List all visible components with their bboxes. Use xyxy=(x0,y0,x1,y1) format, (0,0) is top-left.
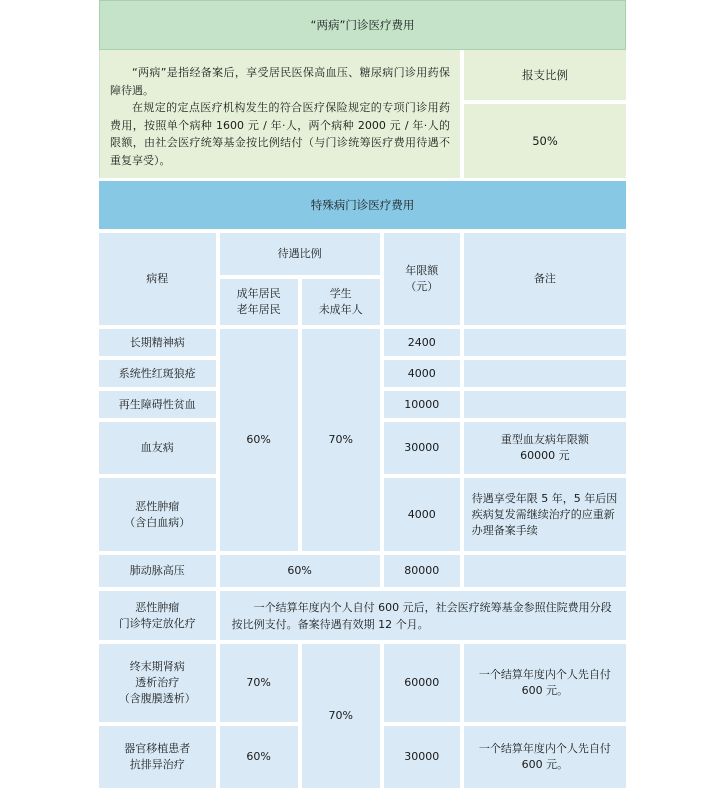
two-diseases-paragraph-2: 在规定的定点医疗机构发生的符合医疗保险规定的专项门诊用药费用，按照单个病种 1600 元 / 年·人，两个病种 2000 元 / 年·人的限额，由社会医疗统筹基金按比例结付（与门诊统筹医疗费用待遇不重复享受）。 xyxy=(110,101,450,167)
table-row xyxy=(99,555,626,587)
row-note: 重型血友病年限额 60000 元 xyxy=(464,422,626,474)
row-limit: 30000 xyxy=(384,726,460,788)
row-note: 一个结算年度内个人先自付 600 元。 xyxy=(464,644,626,722)
two-diseases-header xyxy=(99,0,626,50)
row-limit: 60000 xyxy=(384,644,460,722)
header-student: 学生 未成年人 xyxy=(302,279,380,325)
header-limit: 年限额 （元） xyxy=(384,233,460,325)
table-row xyxy=(99,329,626,356)
special-disease-header xyxy=(99,181,626,229)
two-diseases-section xyxy=(99,50,626,178)
reimbursement-ratio-label: 报支比例 xyxy=(464,50,626,100)
row-disease: 长期精神病 xyxy=(99,329,216,356)
row-student-ratio: 70% xyxy=(302,644,380,788)
row-disease: 系统性红斑狼疮 xyxy=(99,360,216,387)
row-disease: 血友病 xyxy=(99,422,216,474)
row-note: 一个结算年度内个人先自付 600 元。 xyxy=(464,726,626,788)
header-note: 备注 xyxy=(464,233,626,325)
row-note: 待遇享受年限 5 年，5 年后因疾病复发需继续治疗的应重新办理备案手续 xyxy=(464,478,626,551)
row-limit: 2400 xyxy=(384,329,460,356)
row-note xyxy=(464,555,626,587)
row-note xyxy=(464,329,626,356)
row-note xyxy=(464,391,626,418)
group-student-ratio: 70% xyxy=(302,329,380,551)
row-disease: 器官移植患者 抗排异治疗 xyxy=(99,726,216,788)
policy-document xyxy=(99,0,626,792)
reimbursement-panel xyxy=(464,50,626,178)
row-adult-ratio: 70% xyxy=(220,644,298,722)
row-disease: 肺动脉高压 xyxy=(99,555,216,587)
row-limit: 4000 xyxy=(384,360,460,387)
reimbursement-ratio-value: 50% xyxy=(464,104,626,178)
row-disease: 恶性肿瘤 （含白血病） xyxy=(99,478,216,551)
row-limit: 10000 xyxy=(384,391,460,418)
special-disease-title: 特殊病门诊医疗费用 xyxy=(310,198,415,212)
two-diseases-description xyxy=(100,50,460,178)
row-limit: 80000 xyxy=(384,555,460,587)
table-row xyxy=(99,591,626,640)
row-note xyxy=(464,360,626,387)
header-adult: 成年居民 老年居民 xyxy=(220,279,298,325)
row-adult-ratio: 60% xyxy=(220,726,298,788)
row-ratio: 60% xyxy=(220,555,380,587)
table-row xyxy=(99,644,626,722)
row-limit: 4000 xyxy=(384,478,460,551)
special-disease-table xyxy=(95,229,630,792)
two-diseases-title: “两病”门诊医疗费用 xyxy=(310,18,415,32)
table-header-row xyxy=(99,233,626,275)
two-diseases-paragraph-1: “两病”是指经备案后，享受居民医保高血压、糖尿病门诊用药保障待遇。 xyxy=(110,66,450,97)
row-disease: 再生障碍性贫血 xyxy=(99,391,216,418)
header-ratio: 待遇比例 xyxy=(220,233,380,275)
group-adult-ratio: 60% xyxy=(220,329,298,551)
chemo-policy-text: 一个结算年度内个人自付 600 元后，社会医疗统筹基金参照住院费用分段按比例支付。备案待遇有效期 12 个月。 xyxy=(220,591,626,640)
row-limit: 30000 xyxy=(384,422,460,474)
row-disease: 终末期肾病 透析治疗 （含腹膜透析） xyxy=(99,644,216,722)
row-disease: 恶性肿瘤 门诊特定放化疗 xyxy=(99,591,216,640)
header-disease: 病程 xyxy=(99,233,216,325)
